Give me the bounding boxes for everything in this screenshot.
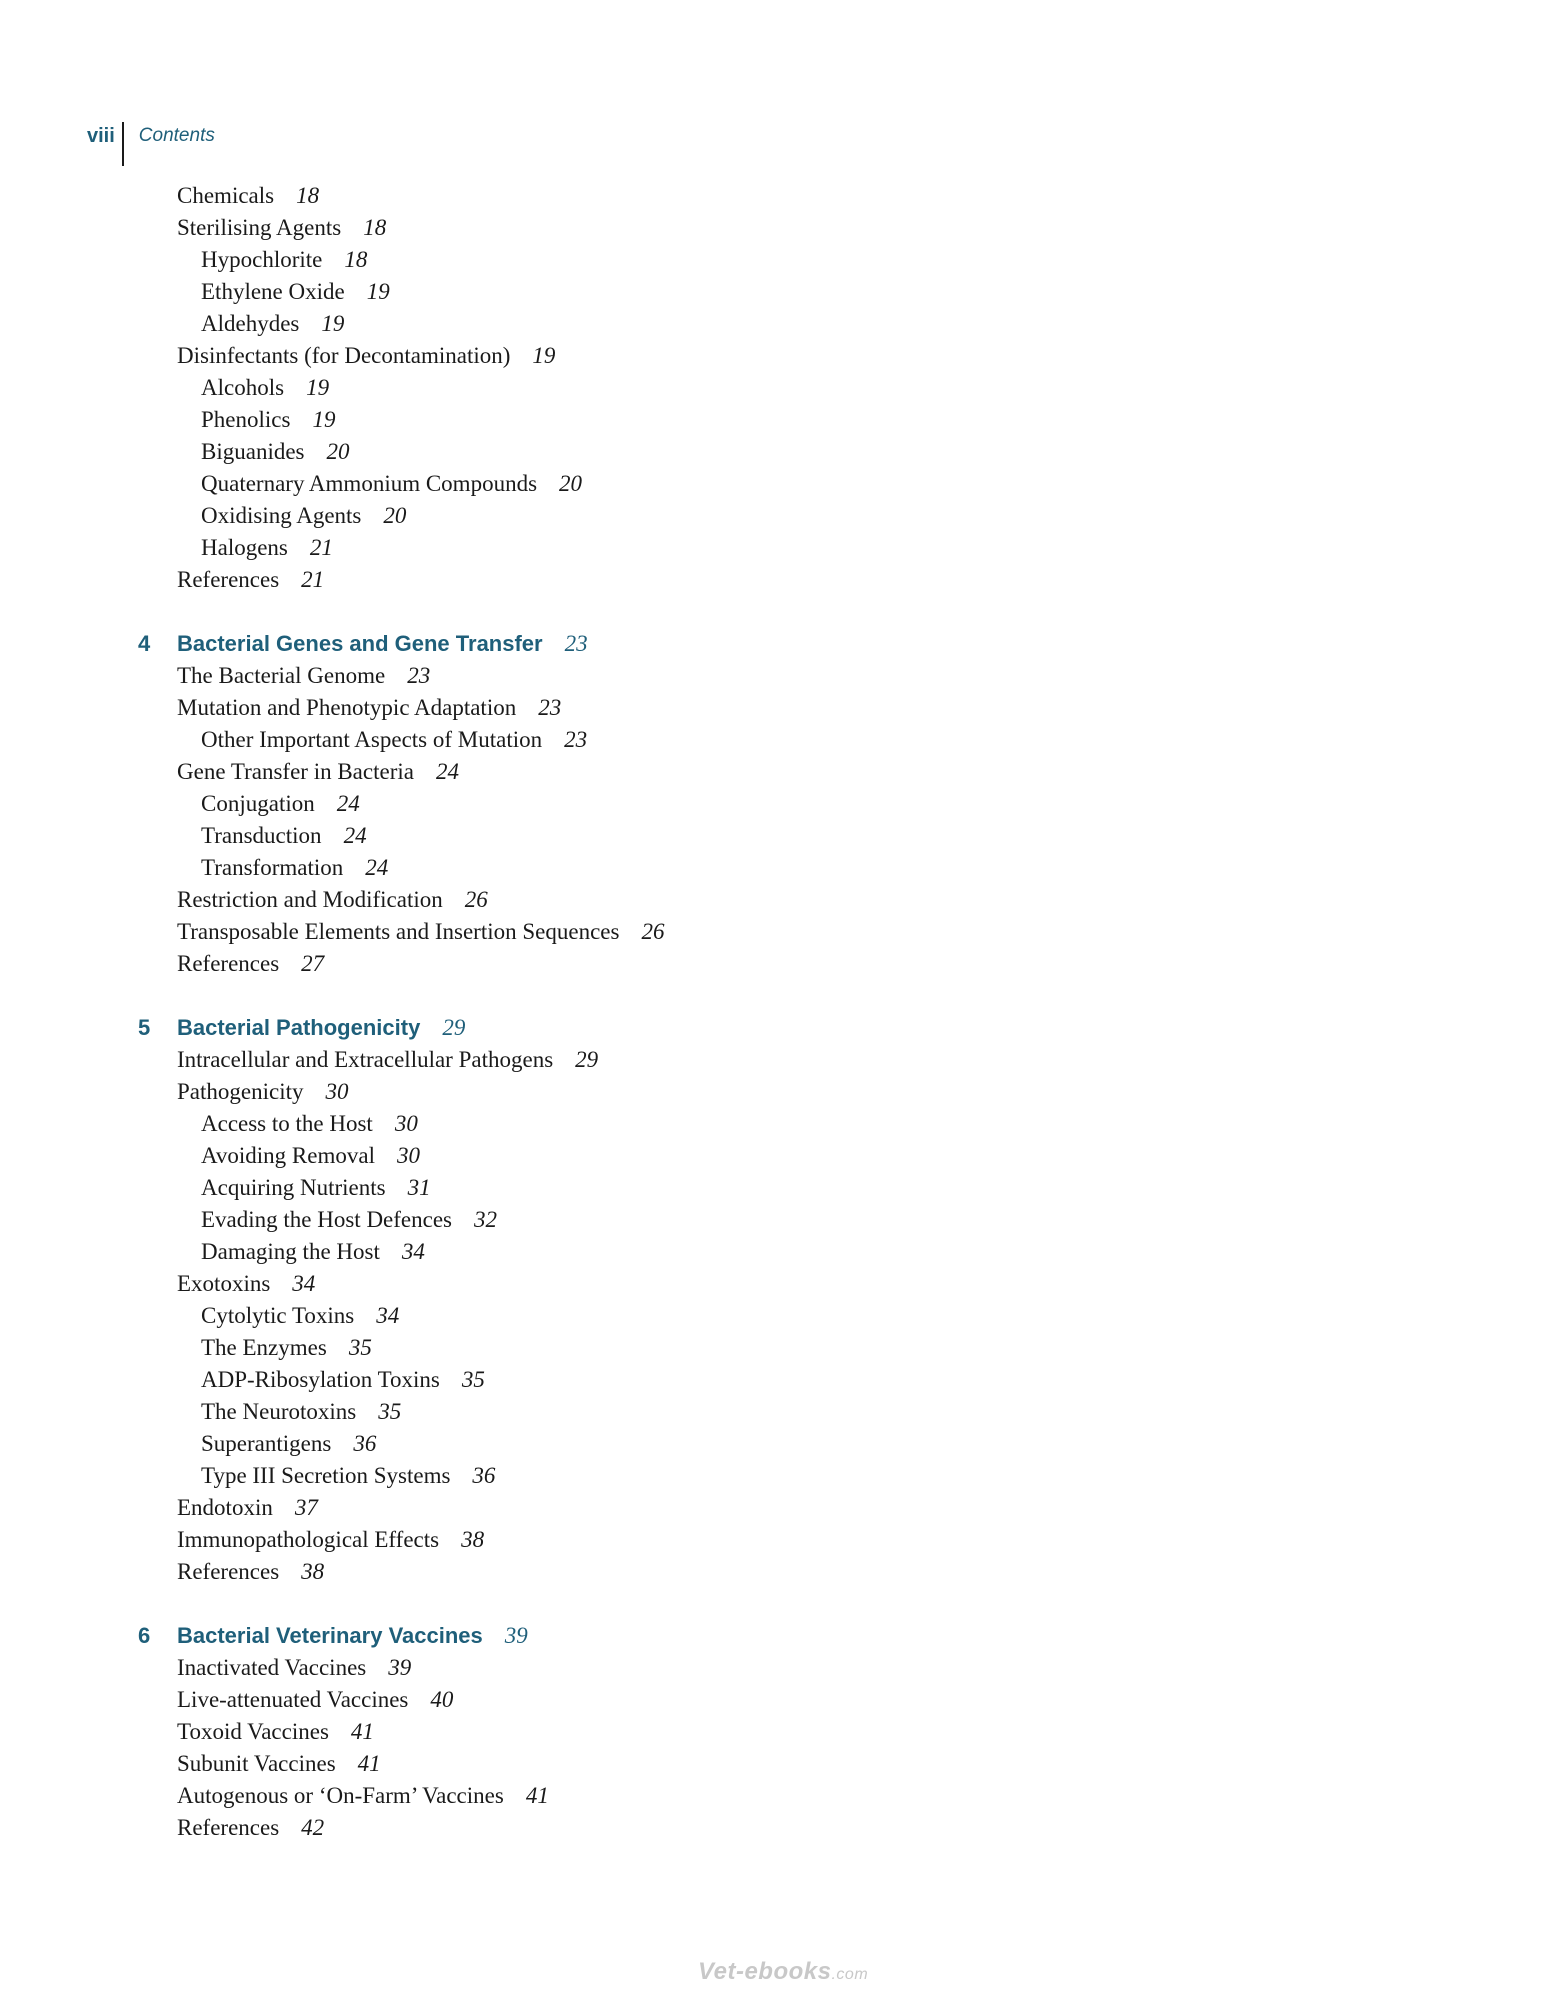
toc-entry-page: 21	[301, 567, 325, 592]
toc-entry[interactable]	[0, 308, 1565, 340]
toc-entry[interactable]	[0, 500, 1565, 532]
toc-entry-page: 18	[296, 183, 320, 208]
toc-entry[interactable]	[0, 948, 1565, 980]
toc-entry-page: 26	[464, 887, 488, 912]
toc-entry-title: Phenolics	[201, 407, 291, 432]
chapter-heading[interactable]	[0, 628, 1565, 660]
toc-entry[interactable]	[0, 1492, 1565, 1524]
page-folio: viii	[87, 122, 124, 166]
toc-entry-title: Transposable Elements and Insertion Sequences	[177, 919, 620, 944]
toc-entry[interactable]	[0, 1780, 1565, 1812]
toc-entry[interactable]	[0, 532, 1565, 564]
toc-entry-page: 20	[559, 471, 583, 496]
toc-entry-page: 42	[301, 1815, 325, 1840]
toc-entry-title: Access to the Host	[201, 1111, 373, 1136]
toc-entry-page: 36	[472, 1463, 496, 1488]
toc-entry-title: Transduction	[201, 823, 322, 848]
toc-entry-page: 39	[388, 1655, 412, 1680]
toc-entry-title: Inactivated Vaccines	[177, 1655, 367, 1680]
toc-entry-title: Chemicals	[177, 183, 275, 208]
chapter-title-text: Bacterial Pathogenicity	[177, 1015, 421, 1040]
toc-entry-title: Quaternary Ammonium Compounds	[201, 471, 538, 496]
toc-entry-page: 20	[326, 439, 350, 464]
toc-entry[interactable]	[0, 1556, 1565, 1588]
toc-entry[interactable]	[0, 1428, 1565, 1460]
toc-entry[interactable]	[0, 788, 1565, 820]
toc-entry[interactable]	[0, 1684, 1565, 1716]
table-of-contents	[0, 180, 1565, 1844]
toc-entry[interactable]	[0, 372, 1565, 404]
toc-entry-page: 19	[366, 279, 390, 304]
chapter-title-text: Bacterial Veterinary Vaccines	[177, 1623, 483, 1648]
toc-entry[interactable]	[0, 1236, 1565, 1268]
toc-entry-page: 38	[301, 1559, 325, 1584]
toc-entry[interactable]	[0, 660, 1565, 692]
toc-entry-page: 24	[336, 791, 360, 816]
toc-entry-title: Immunopathological Effects	[177, 1527, 440, 1552]
toc-chapter	[0, 1012, 1565, 1588]
toc-entry-page: 20	[383, 503, 407, 528]
chapter-heading[interactable]	[0, 1012, 1565, 1044]
toc-entry[interactable]	[0, 884, 1565, 916]
toc-entry[interactable]	[0, 340, 1565, 372]
toc-chapter	[0, 1620, 1565, 1844]
chapter-number: 5	[138, 1015, 151, 1040]
toc-entry-page: 37	[294, 1495, 318, 1520]
toc-entry[interactable]	[0, 756, 1565, 788]
toc-entry-page: 34	[292, 1271, 316, 1296]
toc-entry[interactable]	[0, 180, 1565, 212]
toc-entry-title: Conjugation	[201, 791, 315, 816]
toc-entry-title: Exotoxins	[177, 1271, 271, 1296]
chapter-page: 29	[442, 1015, 466, 1040]
toc-entry-title: Halogens	[201, 535, 288, 560]
running-head-title: Contents	[138, 125, 215, 146]
toc-entry-title: Damaging the Host	[201, 1239, 380, 1264]
toc-entry-page: 41	[525, 1783, 549, 1808]
toc-entry[interactable]	[0, 1812, 1565, 1844]
toc-entry[interactable]	[0, 1076, 1565, 1108]
toc-entry-title: Toxoid Vaccines	[177, 1719, 329, 1744]
toc-entry-title: Intracellular and Extracellular Pathogens	[177, 1047, 554, 1072]
toc-entry-title: Transformation	[201, 855, 344, 880]
chapter-page: 39	[504, 1623, 528, 1648]
toc-entry-title: Biguanides	[201, 439, 305, 464]
toc-entry-title: Cytolytic Toxins	[201, 1303, 355, 1328]
toc-entry[interactable]	[0, 1300, 1565, 1332]
toc-entry-page: 26	[641, 919, 665, 944]
toc-entry-page: 27	[301, 951, 325, 976]
toc-entry[interactable]	[0, 436, 1565, 468]
toc-entry-title: References	[177, 567, 280, 592]
toc-entry-page: 35	[461, 1367, 485, 1392]
toc-entry-title: ADP-Ribosylation Toxins	[201, 1367, 440, 1392]
toc-entry[interactable]	[0, 564, 1565, 596]
toc-entry-title: References	[177, 1559, 280, 1584]
toc-entry[interactable]	[0, 1460, 1565, 1492]
toc-entry-page: 38	[461, 1527, 485, 1552]
toc-entry-title: Other Important Aspects of Mutation	[201, 727, 543, 752]
toc-entry-title: Pathogenicity	[177, 1079, 304, 1104]
toc-entry-title: Avoiding Removal	[201, 1143, 375, 1168]
toc-entry-page: 24	[435, 759, 459, 784]
toc-entry-title: Live-attenuated Vaccines	[177, 1687, 409, 1712]
toc-entry[interactable]	[0, 276, 1565, 308]
chapter-title	[177, 628, 588, 660]
toc-entry-title: References	[177, 1815, 280, 1840]
chapter-title	[177, 1620, 528, 1652]
toc-entry-title: Evading the Host Defences	[201, 1207, 453, 1232]
toc-entry[interactable]	[0, 212, 1565, 244]
toc-entry-title: Endotoxin	[177, 1495, 273, 1520]
toc-entry-page: 34	[376, 1303, 400, 1328]
toc-entry-page: 18	[363, 215, 387, 240]
toc-entry-title: Disinfectants (for Decontamination)	[177, 343, 511, 368]
toc-entry-title: Superantigens	[201, 1431, 332, 1456]
toc-entry-title: Acquiring Nutrients	[201, 1175, 386, 1200]
toc-entry-page: 19	[306, 375, 330, 400]
toc-chapter	[0, 628, 1565, 980]
toc-entry-page: 35	[348, 1335, 372, 1360]
toc-entry[interactable]	[0, 852, 1565, 884]
toc-entry-page: 24	[365, 855, 389, 880]
toc-entry-page: 34	[401, 1239, 425, 1264]
toc-entry-title: The Enzymes	[201, 1335, 327, 1360]
toc-entry-title: Sterilising Agents	[177, 215, 342, 240]
chapter-title	[177, 1012, 465, 1044]
toc-entry-page: 23	[564, 727, 588, 752]
toc-entry-title: Autogenous or ‘On-Farm’ Vaccines	[177, 1783, 504, 1808]
toc-entry-page: 41	[350, 1719, 374, 1744]
toc-entry-page: 19	[532, 343, 556, 368]
toc-entry[interactable]	[0, 404, 1565, 436]
toc-entry-page: 31	[407, 1175, 431, 1200]
chapter-heading[interactable]	[0, 1620, 1565, 1652]
toc-entry[interactable]	[0, 820, 1565, 852]
toc-entry[interactable]	[0, 1140, 1565, 1172]
toc-entry-title: Hypochlorite	[201, 247, 323, 272]
toc-entry-title: Ethylene Oxide	[201, 279, 345, 304]
chapter-number: 4	[138, 631, 151, 656]
watermark-suffix: .com	[831, 1966, 869, 1983]
toc-entry[interactable]	[0, 692, 1565, 724]
toc-entry-page: 24	[343, 823, 367, 848]
watermark-text: Vet-ebooks	[698, 1958, 832, 1985]
toc-entry[interactable]	[0, 1364, 1565, 1396]
toc-entry[interactable]	[0, 1396, 1565, 1428]
toc-entry-page: 29	[575, 1047, 599, 1072]
toc-entry[interactable]	[0, 1044, 1565, 1076]
toc-entry-page: 19	[312, 407, 336, 432]
toc-entry[interactable]	[0, 1268, 1565, 1300]
toc-entry[interactable]	[0, 1172, 1565, 1204]
toc-entry-page: 30	[325, 1079, 349, 1104]
toc-entry-title: Alcohols	[201, 375, 285, 400]
toc-entry-title: The Bacterial Genome	[177, 663, 386, 688]
toc-entry[interactable]	[0, 1748, 1565, 1780]
toc-entry-page: 41	[357, 1751, 381, 1776]
toc-entry-page: 32	[474, 1207, 498, 1232]
toc-entry[interactable]	[0, 1204, 1565, 1236]
toc-entry-title: Aldehydes	[201, 311, 300, 336]
toc-entry[interactable]	[0, 1524, 1565, 1556]
toc-entry-page: 21	[309, 535, 333, 560]
toc-entry-title: The Neurotoxins	[201, 1399, 357, 1424]
toc-entry[interactable]	[0, 1652, 1565, 1684]
toc-entry-page: 30	[394, 1111, 418, 1136]
watermark-logo	[698, 1958, 868, 1986]
toc-entry-title: Oxidising Agents	[201, 503, 362, 528]
toc-entry[interactable]	[0, 1108, 1565, 1140]
toc-entry-page: 23	[407, 663, 431, 688]
toc-entry[interactable]	[0, 1332, 1565, 1364]
toc-entry-page: 36	[353, 1431, 377, 1456]
toc-entry[interactable]	[0, 244, 1565, 276]
toc-entry[interactable]	[0, 1716, 1565, 1748]
toc-entry-page: 18	[344, 247, 368, 272]
toc-entry[interactable]	[0, 724, 1565, 756]
running-head	[87, 122, 215, 166]
toc-entry-page: 30	[396, 1143, 420, 1168]
toc-entry-title: Subunit Vaccines	[177, 1751, 336, 1776]
toc-entry-title: Restriction and Modification	[177, 887, 443, 912]
toc-entry-title: Mutation and Phenotypic Adaptation	[177, 695, 517, 720]
toc-entry-title: Type III Secretion Systems	[201, 1463, 451, 1488]
toc-section-continued	[0, 180, 1565, 596]
chapter-number: 6	[138, 1623, 151, 1648]
toc-entry-page: 19	[321, 311, 345, 336]
toc-entry-page: 35	[378, 1399, 402, 1424]
toc-entry-page: 23	[538, 695, 562, 720]
toc-entry-page: 40	[430, 1687, 454, 1712]
chapter-title-text: Bacterial Genes and Gene Transfer	[177, 631, 543, 656]
toc-entry-title: Gene Transfer in Bacteria	[177, 759, 414, 784]
chapter-page: 23	[564, 631, 588, 656]
toc-entry-title: References	[177, 951, 280, 976]
toc-entry[interactable]	[0, 916, 1565, 948]
toc-entry[interactable]	[0, 468, 1565, 500]
